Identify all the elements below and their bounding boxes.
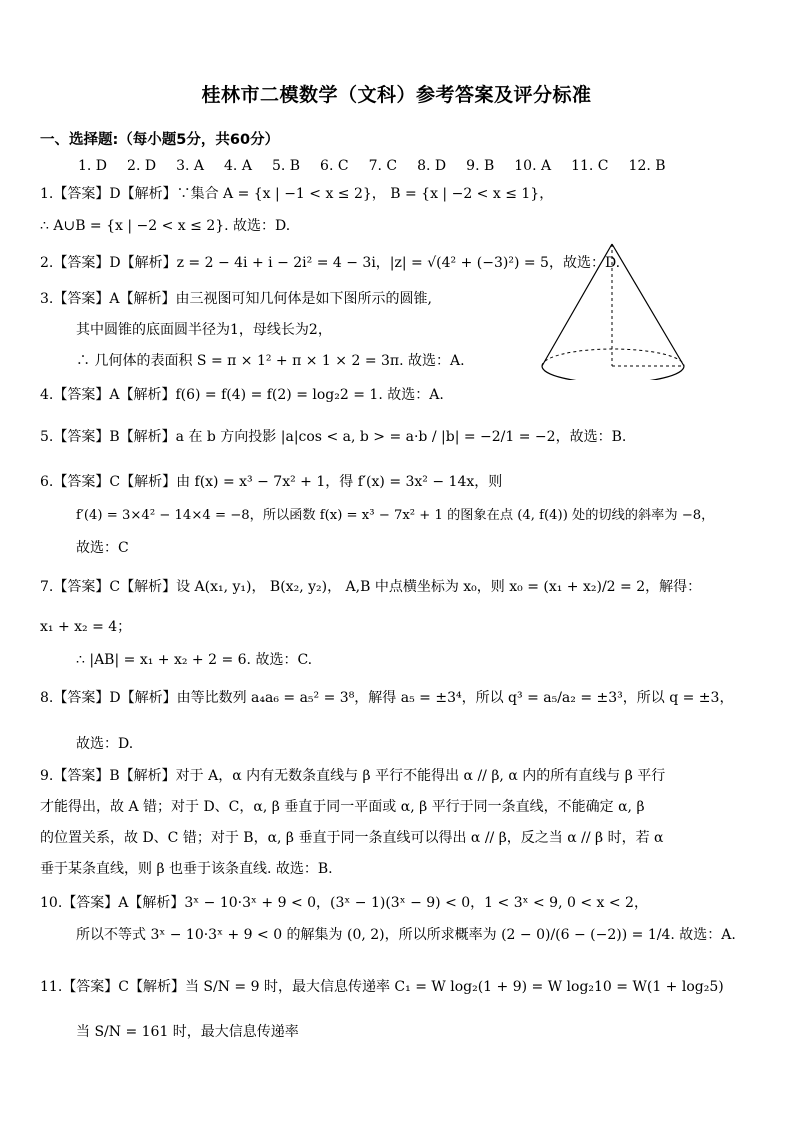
solution-line: 5.【答案】B【解析】a 在 b 方向投影 |a|cos < a, b > = a·b / |b| = −2/1 = −2，故选：B. [40,429,627,445]
solution-line: 7.【答案】C【解析】设 A(x₁, y₁)， B(x₂, y₂)， A,B 中点横坐标为 x₀，则 x₀ = (x₁ + x₂)/2 = 2，解得： [40,579,702,595]
solution-line: 才能得出，故 A 错；对于 D、C，α, β 垂直于同一平面或 α, β 平行于同一条直线，不能确定 α, β [40,799,645,815]
solution-line: 所以不等式 3ˣ − 10·3ˣ + 9 < 0 的解集为 (0, 2)，所以所求概率为 (2 − 0)/(6 − (−2)) = 1/4. 故选：A. [76,927,736,943]
solution-line: 9.【答案】B【解析】对于 A，α 内有无数条直线与 β 平行不能得出 α // β, α 内的所有直线与 β 平行 [40,768,666,784]
solution-line: x₁ + x₂ = 4； [40,619,132,635]
solution-line: 的位置关系，故 D、C 错；对于 B，α, β 垂直于同一条直线可以得出 α // β，反之当 α // β 时，若 α [40,830,664,846]
answer-key-item: 3. A [176,158,205,174]
solution-line: 6.【答案】C【解析】由 f(x) = x³ − 7x² + 1，得 f′(x) = 3x² − 14x，则 [40,474,503,490]
cone-right-edge [612,244,684,366]
answer-key-item: 12. B [628,158,666,174]
cone-base-front [542,366,684,380]
answer-key-item: 8. D [417,158,447,174]
solution-line: f′(4) = 3×4² − 14×4 = −8，所以函数 f(x) = x³ − 7x² + 1 的图象在点 (4, f(4)) 处的切线的斜率为 −8， [76,508,715,523]
answer-key-item: 9. B [466,158,495,174]
solution-line: ∴ A∪B = {x | −2 < x ≤ 2}. 故选：D. [40,218,291,234]
solution-line: 3.【答案】A【解析】由三视图可知几何体是如下图所示的圆锥, [40,291,432,307]
solution-line: 故选：C [76,540,129,556]
solution-line: 4.【答案】A【解析】f(6) = f(4) = f(2) = log₂2 = 1. 故选：A. [40,387,444,403]
solution-line: 10.【答案】A【解析】3ˣ − 10·3ˣ + 9 < 0，(3ˣ − 1)(3ˣ − 9) < 0，1 < 3ˣ < 9, 0 < x < 2， [40,895,648,911]
cone-base-back [542,349,684,366]
solution-line: ∴ 几何体的表面积 S = π × 1² + π × 1 × 2 = 3π. 故选：A. [76,353,465,369]
solution-line: 2.【答案】D【解析】z = 2 − 4i + i − 2i² = 4 − 3i，|z| = √(4² + (−3)²) = 5，故选：D. [40,255,621,271]
section-heading: 一、选择题:（每小题5分，共60分） [40,132,280,148]
solution-line: ∴ |AB| = x₁ + x₂ + 2 = 6. 故选：C. [76,652,313,668]
answer-key-item: 6. C [320,158,349,174]
answer-key-item: 1. D [78,158,108,174]
answer-key-item: 10. A [514,158,552,174]
solution-line: 8.【答案】D【解析】由等比数列 a₄a₆ = a₅² = 3⁸，解得 a₅ = ±3⁴，所以 q³ = a₅/a₂ = ±3³，所以 q = ±3， [40,690,734,706]
answer-key-item: 2. D [127,158,157,174]
answer-key-item: 5. B [271,158,301,174]
answer-key-row [78,158,698,174]
solution-line: 故选：D. [76,736,134,752]
answer-key-item: 7. C [368,158,398,174]
solution-line: 当 S/N = 161 时，最大信息传递率 [76,1024,299,1040]
solution-line: 11.【答案】C【解析】当 S/N = 9 时，最大信息传递率 C₁ = W log₂(1 + 9) = W log₂10 = W(1 + log₂5) [40,979,724,995]
solution-line: 其中圆锥的底面圆半径为1，母线长为2， [76,322,332,338]
document-title: 桂林市二模数学（文科）参考答案及评分标准 [201,84,592,106]
answer-key-item: 4. A [224,158,252,174]
cone-left-edge [542,244,612,366]
cone-figure [538,240,688,380]
solution-line: 1.【答案】D【解析】∵集合 A = {x | −1 < x ≤ 2}， B = {x | −2 < x ≤ 1}， [40,186,554,202]
answer-key-item: 11. C [571,158,609,174]
solution-line: 垂于某条直线，则 β 也垂于该条直线. 故选：B. [40,861,333,877]
